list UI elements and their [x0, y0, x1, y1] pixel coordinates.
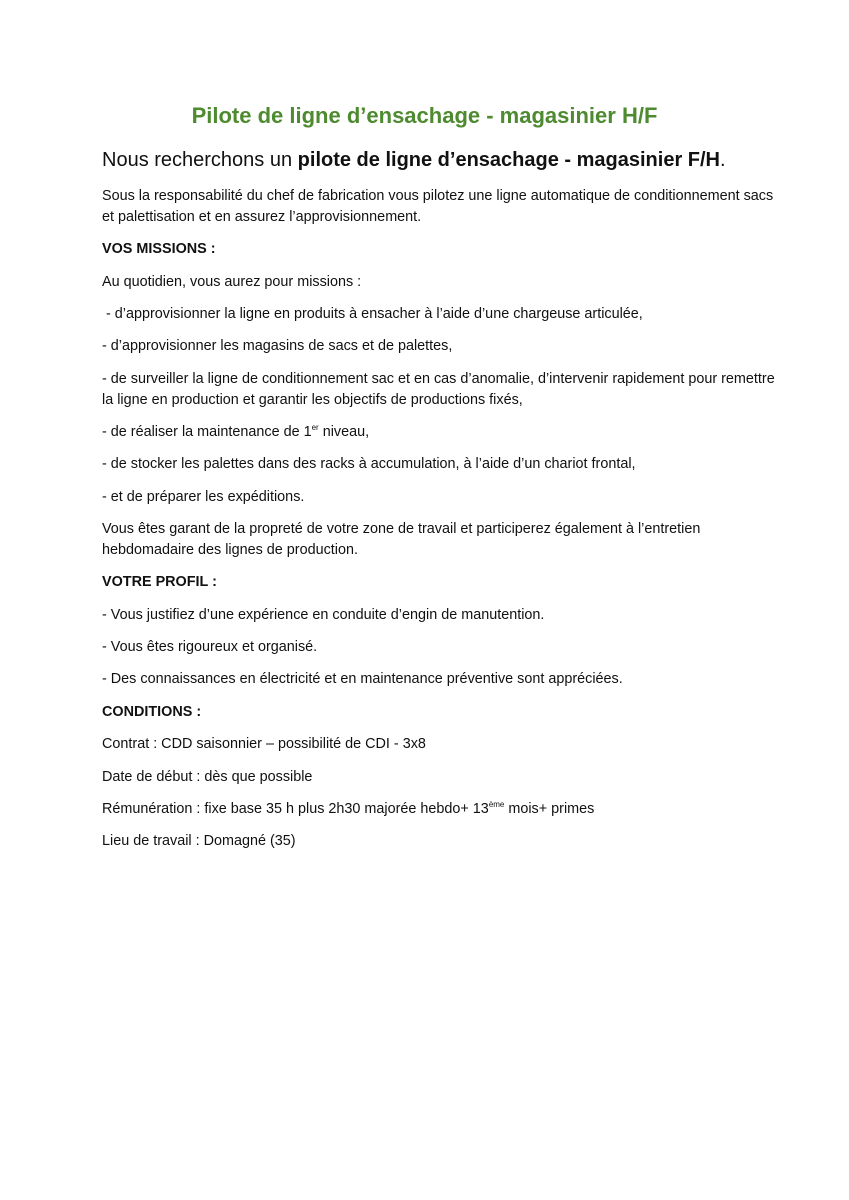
document-body [102, 186, 782, 864]
profile-heading: VOTRE PROFIL : [102, 574, 217, 591]
profile-item: - Vous êtes rigoureux et organisé. [102, 639, 318, 656]
mission-item: - d’approvisionner la ligne en produits à ensacher à l’aide d’une chargeuse articulée, [102, 305, 643, 322]
profile-item: - Vous justifiez d’une expérience en conduite d’engin de manutention. [102, 606, 545, 623]
mission-item: - d’approvisionner les magasins de sacs et de palettes, [102, 338, 453, 355]
intro-paragraph: Sous la responsabilité du chef de fabrication vous pilotez une ligne automatique de conditionnement sacs et palettisation et en assurez l’approvisionnement. [102, 188, 774, 225]
subtitle-prefix: Nous recherchons un [102, 149, 298, 171]
condition-pay-text: Rémunération : fixe base 35 h plus 2h30 majorée hebdo+ 13 [102, 801, 489, 818]
mission-item-text: niveau, [318, 423, 370, 440]
job-title: Pilote de ligne d’ensachage - magasinier H/F [191, 103, 658, 128]
mission-item: - de stocker les palettes dans des racks à accumulation, à l’aide d’un chariot frontal, [102, 456, 636, 473]
missions-lead: Au quotidien, vous aurez pour missions : [102, 273, 362, 290]
condition-start-date: Date de début : dès que possible [102, 768, 313, 785]
mission-item [102, 422, 782, 443]
missions-heading: VOS MISSIONS : [102, 241, 216, 258]
job-subtitle [102, 145, 726, 175]
mission-item: - de surveiller la ligne de conditionnement sac et en cas d’anomalie, d’intervenir rapidement pour remettre la ligne en production et garantir les objectifs de productions fixés, [102, 370, 775, 408]
superscript: ème [488, 800, 505, 810]
conditions-heading: CONDITIONS : [102, 703, 202, 720]
subtitle-bold: pilote de ligne d’ensachage - magasinier F/H [297, 149, 720, 171]
condition-pay-text: mois+ primes [504, 801, 595, 818]
mission-item-text: - de réaliser la maintenance de 1 [102, 423, 312, 440]
superscript: er [311, 422, 319, 432]
condition-contract: Contrat : CDD saisonnier – possibilité de CDI - 3x8 [102, 736, 426, 753]
missions-closing: Vous êtes garant de la propreté de votre zone de travail et participerez également à l’entretien hebdomadaire des lignes de production. [102, 521, 701, 558]
mission-item: - et de préparer les expéditions. [102, 488, 305, 505]
subtitle-suffix: . [720, 149, 726, 171]
condition-location: Lieu de travail : Domagné (35) [102, 833, 296, 850]
profile-item: - Des connaissances en électricité et en maintenance préventive sont appréciées. [102, 671, 623, 688]
condition-pay [102, 799, 782, 820]
